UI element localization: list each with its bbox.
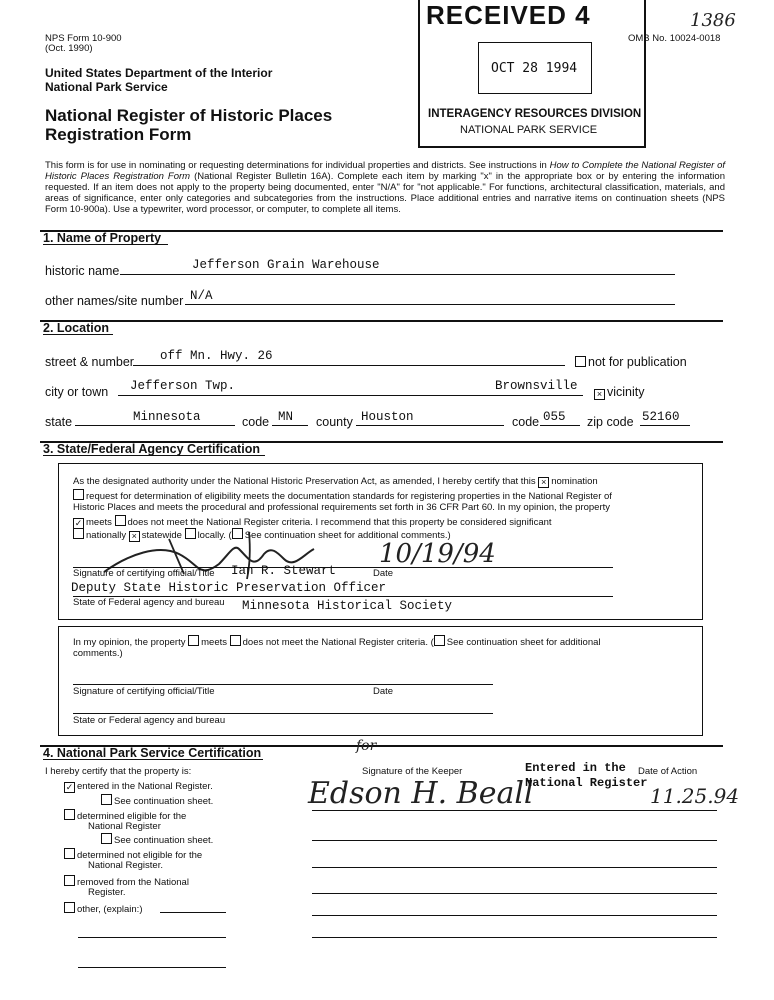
opinion-meets-checkbox-icon[interactable]	[188, 635, 199, 646]
section3-underline	[43, 455, 265, 456]
not-for-publication-label: not for publication	[588, 355, 687, 369]
street-field[interactable]: off Mn. Hwy. 26	[160, 349, 273, 363]
meets-label: meets	[86, 517, 112, 528]
opinion-meets-label: meets	[201, 637, 227, 648]
keeper-label: Signature of the Keeper	[362, 766, 463, 777]
opinion-box	[58, 626, 703, 736]
nps-intro: I hereby certify that the property is:	[45, 766, 192, 777]
state-code-line	[272, 425, 308, 426]
entered-checked-icon: ✓	[65, 782, 74, 792]
entered-option[interactable]	[64, 781, 213, 793]
checkbox-icon	[575, 356, 586, 367]
keeper-line-2	[312, 840, 717, 841]
historic-name-label: historic name	[45, 264, 120, 278]
not-eligible-label-1: determined not eligible for the	[77, 850, 203, 861]
keeper-line-4	[312, 893, 717, 894]
historic-name-line	[120, 274, 675, 275]
form-number: NPS Form 10-900	[45, 33, 122, 44]
sig2-line	[73, 684, 493, 685]
not-eligible-checkbox-icon	[64, 848, 75, 859]
opinion-not-label: does not meet the National Register criteria. (	[242, 637, 434, 648]
not-for-publication[interactable]	[575, 355, 687, 369]
intro-text-1: This form is for use in nominating or requesting determinations for individual properties and districts. See instructions in	[45, 160, 550, 171]
section2-underline	[43, 334, 113, 335]
locally-label: locally. (	[197, 530, 232, 541]
meets-checked-icon[interactable]: ✓	[74, 518, 83, 528]
other-checkbox-icon	[64, 902, 75, 913]
action-date: 11.25.94	[650, 784, 740, 808]
nationally-label: nationally	[86, 530, 127, 541]
opinion-line-1	[73, 635, 601, 648]
see-continuation-label: See continuation sheet for additional comments.)	[244, 530, 451, 541]
keeper-for: for	[356, 738, 377, 754]
omb-number: OMB No. 10024-0018	[628, 33, 721, 44]
officer-title: Deputy State Historic Preservation Officer	[71, 581, 387, 595]
other-line	[160, 912, 226, 913]
stamp-service: NATIONAL PARK SERVICE	[460, 124, 598, 136]
entered-stamp-1: Entered in the	[525, 761, 626, 775]
other-option[interactable]	[64, 902, 142, 915]
intro-text-2: (National Register Bulletin 16A). Complete each item by marking "x" in the appropriate box or by entering the information requested. If an item does not apply to the property being documented, enter "N/A" for "not applicable." For functions, architectural classification, materials, and areas of significance, enter only categories and subcategories from the instructions. Place additional entries and narrative items on continuation sheets (NPS Form 10-900a). Use a typewriter, word processor, or computer, to complete all items.	[45, 171, 725, 215]
form-title-1: National Register of Historic Places	[45, 106, 333, 125]
nomination-label: nomination	[551, 476, 598, 487]
county-code-field[interactable]: 055	[543, 410, 566, 424]
cert-text-2: request for determination of eligibility meets the documentation standards for registering properties in the National Register of	[86, 491, 612, 502]
request-checkbox-icon[interactable]	[73, 489, 84, 500]
section3-heading: 3. State/Federal Agency Certification	[43, 442, 260, 456]
action-label: Date of Action	[638, 766, 698, 777]
corner-note: 1386	[690, 10, 736, 31]
entered-label: entered in the National Register.	[77, 781, 213, 792]
cert-line-1	[73, 476, 598, 488]
opinion-text: In my opinion, the property	[73, 637, 186, 648]
see1-option[interactable]	[101, 794, 213, 807]
state-field[interactable]: Minnesota	[133, 410, 201, 424]
opinion-comments: comments.)	[73, 648, 123, 659]
service-name: National Park Service	[45, 80, 168, 94]
zip-line	[640, 425, 690, 426]
street-label: street & number	[45, 355, 134, 369]
opinion-continuation-checkbox-icon[interactable]	[434, 635, 445, 646]
other-label: other, (explain:)	[77, 904, 143, 915]
certifying-date: 10/19/94	[379, 539, 496, 569]
cert-text-1: As the designated authority under the National Historic Preservation Act, as amended, I hereby certify that this	[73, 476, 536, 487]
county-line	[356, 425, 504, 426]
explain-line-1	[78, 937, 226, 938]
section2-rule	[40, 320, 723, 322]
zip-label: zip code	[587, 415, 634, 429]
sig-name: Ian R. Stewart	[231, 564, 337, 578]
sig-label: Signature of certifying official/Title	[73, 568, 215, 579]
keeper-line-3	[312, 867, 717, 868]
form-title-2: Registration Form	[45, 125, 192, 144]
agency-name: Minnesota Historical Society	[242, 599, 453, 613]
opinion-not-checkbox-icon[interactable]	[230, 635, 241, 646]
eligible-label-2: National Register	[88, 821, 161, 832]
opinion-see-label: See continuation sheet for additional	[446, 637, 601, 648]
form-date: (Oct. 1990)	[45, 43, 93, 54]
see2-label: See continuation sheet.	[114, 835, 214, 846]
county-field[interactable]: Houston	[361, 410, 414, 424]
street-line	[133, 365, 565, 366]
removed-option[interactable]	[64, 875, 189, 888]
intro-paragraph	[45, 160, 725, 215]
keeper-line-1	[312, 810, 717, 811]
see1-label: See continuation sheet.	[114, 796, 214, 807]
historic-name-field[interactable]: Jefferson Grain Warehouse	[192, 258, 380, 272]
section2-heading: 2. Location	[43, 321, 109, 335]
vicinity-town: Brownsville	[495, 379, 578, 393]
other-names-label: other names/site number	[45, 294, 184, 308]
state-code-field[interactable]: MN	[278, 410, 294, 424]
other-names-field[interactable]: N/A	[190, 289, 213, 303]
vicinity-check[interactable]	[594, 385, 645, 400]
agency2-line	[73, 713, 493, 714]
city-field[interactable]: Jefferson Twp.	[130, 379, 236, 393]
state-line	[75, 425, 235, 426]
explain-line-2	[78, 967, 226, 968]
state-code-label: code	[242, 415, 270, 429]
see2-checkbox-icon	[101, 833, 112, 844]
eligible-checkbox-icon	[64, 809, 75, 820]
keeper-signature: Edson H. Beall	[308, 776, 534, 811]
checked-box-icon: ×	[594, 389, 605, 400]
received-text: RECEIVED 4	[426, 0, 591, 30]
dept-name: United States Department of the Interior	[45, 66, 273, 80]
city-label: city or town	[45, 385, 109, 399]
stamp-date-box	[478, 42, 592, 94]
statewide-checked-icon[interactable]: ×	[129, 531, 140, 542]
county-code-line	[540, 425, 580, 426]
date-label: Date	[373, 568, 394, 579]
sig2-label: Signature of certifying official/Title	[73, 686, 215, 697]
stamp-date: OCT 28 1994	[491, 61, 578, 76]
keeper-line-6	[312, 937, 717, 938]
cert-line-2	[73, 489, 612, 502]
cert-line-3: Historic Places and meets the procedural and professional requirements set forth in 36 CFR Part 60. In my opinion, the property	[73, 502, 611, 513]
received-stamp	[418, 0, 646, 148]
see2-option[interactable]	[101, 833, 213, 846]
nomination-checked-icon[interactable]: ×	[538, 477, 549, 488]
removed-label-2: Register.	[88, 887, 126, 898]
agency2-label: State or Federal agency and bureau	[73, 715, 226, 726]
certification-box	[58, 463, 703, 620]
section4-underline	[43, 759, 263, 760]
intro-italic: How to Complete the National Register of Historic Places Registration Form	[45, 160, 726, 182]
statewide-label: statewide	[141, 530, 182, 541]
county-code-label: code	[512, 415, 540, 429]
removed-label-1: removed from the National	[77, 877, 189, 888]
zip-field[interactable]: 52160	[642, 410, 680, 424]
entered-stamp-2: National Register	[525, 776, 648, 790]
eligible-label-1: determined eligible for the	[77, 811, 187, 822]
does-not-meet-label: does not meet the National Register criteria. I recommend that this property be considered significant	[127, 517, 552, 528]
section4-heading: 4. National Park Service Certification	[43, 746, 262, 760]
section1-underline	[43, 244, 168, 245]
county-label: county	[316, 415, 353, 429]
stamp-division: INTERAGENCY RESOURCES DIVISION	[428, 108, 642, 120]
vicinity-label: vicinity	[607, 385, 645, 399]
not-eligible-label-2: National Register.	[88, 860, 163, 871]
see1-checkbox-icon	[101, 794, 112, 805]
city-line	[118, 395, 583, 396]
other-names-line	[185, 304, 675, 305]
section1-heading: 1. Name of Property	[43, 231, 162, 245]
nationally-checkbox-icon[interactable]	[73, 528, 84, 539]
keeper-line-5	[312, 915, 717, 916]
agency-label: State of Federal agency and bureau	[73, 597, 225, 608]
date2-label: Date	[373, 686, 394, 697]
removed-checkbox-icon	[64, 875, 75, 886]
state-label: state	[45, 415, 73, 429]
